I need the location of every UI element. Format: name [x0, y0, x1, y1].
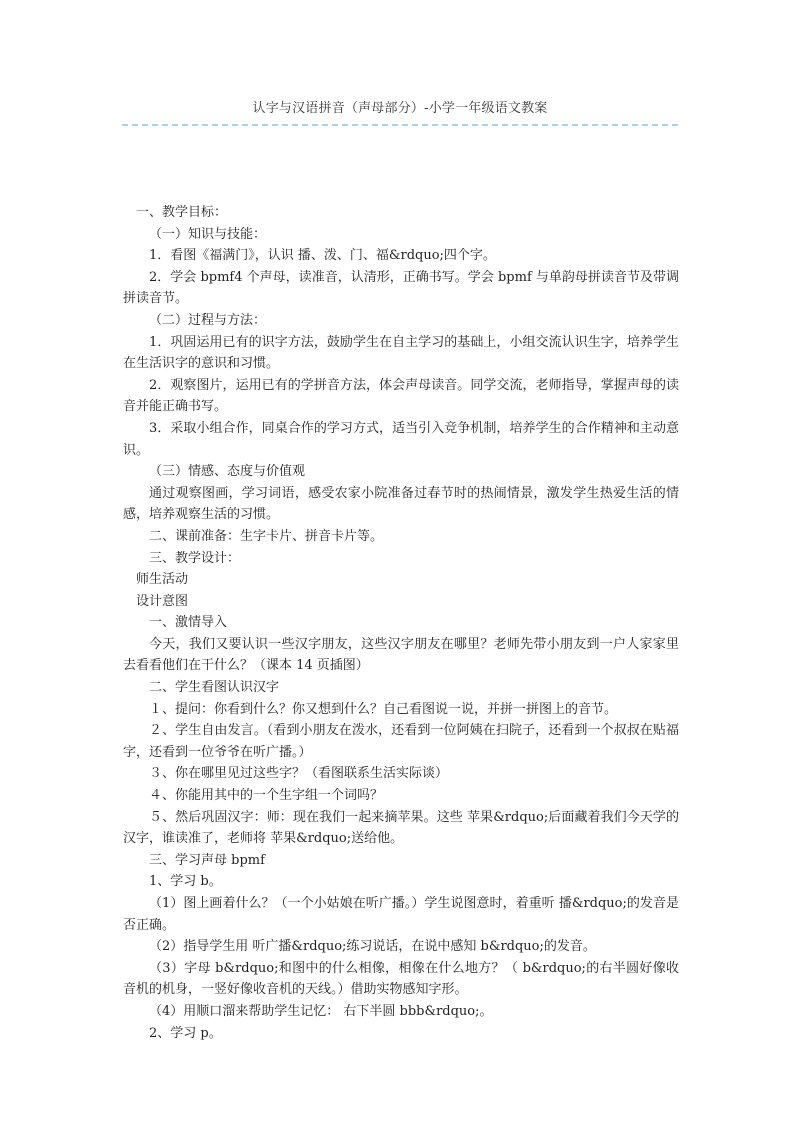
paragraph: 通过观察图画，学习词语，感受农家小院准备过春节时的热闹情景，激发学生热爱生活的情感，培养观察生活的习惯。 [123, 485, 679, 523]
paragraph: 3．采取小组合作，同桌合作的学习方式，适当引入竞争机制，培养学生的合作精神和主动意识。 [123, 420, 679, 458]
paragraph: 2、学习 p。 [149, 1025, 222, 1041]
paragraph: （1）图上画着什么？（一个小姑娘在听广播。）学生说图意时，着重听 播&rdquo;的发音是否正确。 [123, 896, 679, 933]
column-label: 设计意图 [136, 593, 189, 609]
title-divider [122, 124, 678, 126]
paragraph: 今天，我们又要认识一些汉字朋友，这些汉字朋友在哪里？老师先带小朋友到一户人家家里去看看他们在干什么？（课本 14 页插图） [123, 636, 679, 674]
paragraph: 2．学会 bpmf4 个声母，读准音，认清形，正确书写。学会 bpmf 与单韵母拼读音节及带调拼读音节。 [123, 269, 679, 307]
section-heading-objectives: 一、教学目标： [136, 205, 228, 220]
paragraph: ５、然后巩固汉字：师：现在我们一起来摘苹果。这些 苹果&rdquo;后面藏着我们今天学的汉字，谁读准了，老师将 苹果&rdquo;送给他。 [123, 809, 679, 847]
document-body [123, 202, 679, 1044]
paragraph: （4）用顺口溜来帮助学生记忆： 右下半圆 bbb&rdquo;。 [149, 1003, 493, 1019]
subsection-heading: （二）过程与方法： [149, 312, 267, 328]
step-heading: 一、激情导入 [149, 615, 228, 631]
paragraph: １、提问：你看到什么？你又想到什么？自己看图说一说，并拼一拼图上的音节。 [149, 701, 618, 717]
column-label: 师生活动 [136, 572, 189, 588]
paragraph: 1．看图《福满门》，认识 播、泼、门、福&rdquo;四个字。 [149, 248, 496, 264]
paragraph: ２、学生自由发言。（看到小朋友在泼水，还看到一位阿姨在扫院子，还看到一个叔叔在贴福字，还看到一位爷爷在听广播。） [123, 723, 679, 760]
step-heading: 三、学习声母 bpmf [149, 852, 265, 868]
document-title: 认字与汉语拼音（声母部分）-小学一年级语文教案 [252, 101, 548, 116]
subsection-heading: （三）情感、态度与价值观 [149, 464, 306, 480]
paragraph: 1．巩固运用已有的识字方法，鼓励学生在自主学习的基础上，小组交流认识生字，培养学生在生活识字的意识和习惯。 [123, 334, 679, 372]
paragraph: （3）字母 b&rdquo;和图中的什么相像，相像在什么地方？（ b&rdquo;的右半圆好像收音机的机身，一竖好像收音机的天线。）借助实物感知字形。 [123, 960, 679, 998]
paragraph: 2．观察图片，运用已有的学拼音方法，体会声母读音。同学交流，老师指导，掌握声母的读音并能正确书写。 [123, 377, 679, 415]
paragraph: 1、学习 b。 [149, 874, 222, 890]
section-heading-preparation: 二、课前准备：生字卡片、拼音卡片等。 [149, 528, 384, 544]
step-heading: 二、学生看图认识汉字 [149, 680, 280, 696]
paragraph: ３、你在哪里见过这些字？（看图联系生活实际谈） [149, 766, 449, 782]
subsection-heading: （一）知识与技能： [149, 226, 267, 242]
section-heading-design: 三、教学设计： [149, 550, 241, 566]
paragraph: （2）指导学生用 听广播&rdquo;练习说话，在说中感知 b&rdquo;的发音。 [149, 939, 596, 955]
paragraph: ４、你能用其中的一个生字组一个词吗？ [149, 788, 384, 804]
